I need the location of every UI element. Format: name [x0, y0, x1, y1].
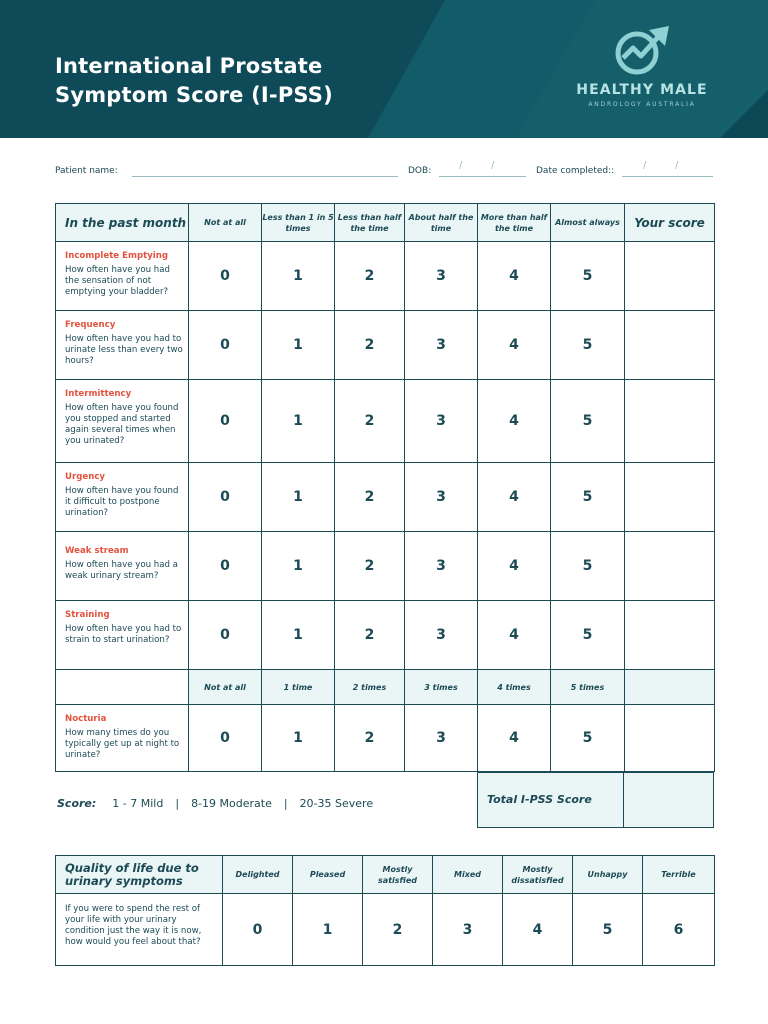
- question-row: [56, 242, 715, 311]
- total-score-label: Total I-PSS Score: [478, 773, 624, 828]
- question-text: How many times do you typically get up at night to urinate?: [65, 728, 180, 760]
- score-option[interactable]: 2: [335, 242, 405, 311]
- dob-label: DOB:: [408, 166, 432, 176]
- dob-separator: /: [491, 160, 495, 171]
- score-option[interactable]: 4: [478, 380, 551, 463]
- question-cell: [56, 705, 189, 772]
- ipss-table: [55, 203, 715, 772]
- total-score-table: [477, 772, 714, 828]
- score-column-header: Your score: [625, 204, 715, 242]
- score-option[interactable]: 4: [478, 311, 551, 380]
- date-separator: /: [643, 160, 647, 171]
- question-cell: [56, 311, 189, 380]
- question-title: Frequency: [65, 320, 116, 330]
- nocturia-option-header: Not at all: [189, 670, 262, 705]
- score-option[interactable]: 2: [335, 311, 405, 380]
- question-title: Incomplete Emptying: [65, 251, 169, 261]
- your-score-field[interactable]: [625, 380, 715, 463]
- score-option[interactable]: 0: [189, 380, 262, 463]
- score-option[interactable]: 1: [262, 380, 335, 463]
- qol-score-option[interactable]: 1: [293, 894, 363, 966]
- question-title: Intermittency: [65, 389, 132, 399]
- score-option[interactable]: 3: [405, 463, 478, 532]
- nocturia-option-header: 1 time: [262, 670, 335, 705]
- option-header: Less than half the time: [335, 204, 405, 242]
- question-title: Urgency: [65, 472, 106, 482]
- empty-cell: [625, 670, 715, 705]
- page-header: [0, 0, 768, 138]
- moderate-range: 8-19 Moderate: [191, 797, 272, 810]
- score-option[interactable]: 3: [405, 242, 478, 311]
- score-option[interactable]: 1: [262, 705, 335, 772]
- option-header: Almost always: [551, 204, 625, 242]
- question-text: How often have you had a weak urinary stream?: [65, 560, 178, 581]
- question-row: [56, 311, 715, 380]
- empty-cell: [56, 670, 189, 705]
- score-option[interactable]: 5: [551, 463, 625, 532]
- qol-option-header: Delighted: [223, 856, 293, 894]
- score-option[interactable]: 5: [551, 311, 625, 380]
- score-option[interactable]: 0: [189, 532, 262, 601]
- score-option[interactable]: 2: [335, 532, 405, 601]
- score-option[interactable]: 2: [335, 601, 405, 670]
- score-option[interactable]: 3: [405, 705, 478, 772]
- legend-separator: |: [283, 797, 288, 810]
- patient-name-field[interactable]: [132, 176, 398, 177]
- question-text: How often have you found you stopped and started again several times when you urinated?: [65, 403, 179, 446]
- total-score-field[interactable]: [624, 773, 714, 828]
- nocturia-header-row: [56, 670, 715, 705]
- score-option[interactable]: 5: [551, 380, 625, 463]
- qol-option-header: Mostly dissatisfied: [503, 856, 573, 894]
- date-completed-field[interactable]: [622, 176, 713, 177]
- patient-name-label: Patient name:: [55, 166, 118, 176]
- question-title: Straining: [65, 610, 110, 620]
- score-legend: [57, 797, 373, 810]
- qol-header-row: [56, 856, 715, 894]
- score-option[interactable]: 0: [189, 705, 262, 772]
- score-option[interactable]: 0: [189, 311, 262, 380]
- upward-arrow-circle-icon: [613, 26, 673, 78]
- qol-option-header: Unhappy: [573, 856, 643, 894]
- qol-score-option[interactable]: 2: [363, 894, 433, 966]
- score-option[interactable]: 5: [551, 601, 625, 670]
- qol-option-header: Pleased: [293, 856, 363, 894]
- question-cell: [56, 242, 189, 311]
- score-option[interactable]: 2: [335, 705, 405, 772]
- score-option[interactable]: 3: [405, 311, 478, 380]
- question-cell: [56, 532, 189, 601]
- your-score-field[interactable]: [625, 463, 715, 532]
- question-row: [56, 463, 715, 532]
- score-option[interactable]: 4: [478, 601, 551, 670]
- score-option[interactable]: 4: [478, 463, 551, 532]
- score-option[interactable]: 1: [262, 242, 335, 311]
- score-option[interactable]: 1: [262, 532, 335, 601]
- your-score-field[interactable]: [625, 242, 715, 311]
- your-score-field[interactable]: [625, 532, 715, 601]
- your-score-field[interactable]: [625, 601, 715, 670]
- option-header: Less than 1 in 5 times: [262, 204, 335, 242]
- brand-name: HEALTHY MALE: [576, 82, 708, 98]
- question-title: Weak stream: [65, 546, 129, 556]
- option-header: Not at all: [189, 204, 262, 242]
- score-option[interactable]: 0: [189, 601, 262, 670]
- qol-question-row: [56, 894, 715, 966]
- dob-separator: /: [459, 160, 463, 171]
- qol-question-text: If you were to spend the rest of your life with your urinary condition just the way it is now, how would you feel about that?: [56, 894, 223, 966]
- nocturia-option-header: 3 times: [405, 670, 478, 705]
- severe-range: 20-35 Severe: [299, 797, 374, 810]
- qol-score-option[interactable]: 5: [573, 894, 643, 966]
- score-option[interactable]: 5: [551, 705, 625, 772]
- mild-range: 1 - 7 Mild: [112, 797, 164, 810]
- score-option[interactable]: 1: [262, 311, 335, 380]
- score-option[interactable]: 0: [189, 242, 262, 311]
- qol-header: Quality of life due to urinary symptoms: [56, 856, 223, 894]
- qol-option-header: Terrible: [643, 856, 715, 894]
- question-cell: [56, 463, 189, 532]
- date-separator: /: [675, 160, 679, 171]
- question-row: [56, 601, 715, 670]
- score-option[interactable]: 3: [405, 380, 478, 463]
- question-cell: [56, 601, 189, 670]
- qol-score-option[interactable]: 3: [433, 894, 503, 966]
- score-option[interactable]: 5: [551, 532, 625, 601]
- option-header: About half the time: [405, 204, 478, 242]
- question-text: How often have you found it difficult to postpone urination?: [65, 486, 179, 518]
- qol-score-option[interactable]: 0: [223, 894, 293, 966]
- question-text: How often have you had to strain to start urination?: [65, 624, 182, 645]
- question-row: [56, 532, 715, 601]
- question-row: [56, 380, 715, 463]
- score-option[interactable]: 1: [262, 601, 335, 670]
- legend-separator: |: [175, 797, 180, 810]
- question-column-header: In the past month: [56, 204, 189, 242]
- score-option[interactable]: 4: [478, 532, 551, 601]
- your-score-field[interactable]: [625, 311, 715, 380]
- qol-score-option[interactable]: 4: [503, 894, 573, 966]
- question-text: How often have you had to urinate less than every two hours?: [65, 334, 183, 366]
- score-option[interactable]: 4: [478, 705, 551, 772]
- qol-option-header: Mostly satisfied: [363, 856, 433, 894]
- table-header-row: [56, 204, 715, 242]
- question-row: [56, 705, 715, 772]
- score-option[interactable]: 5: [551, 242, 625, 311]
- score-legend-label: Score:: [57, 797, 97, 810]
- score-option[interactable]: 2: [335, 463, 405, 532]
- score-option[interactable]: 3: [405, 532, 478, 601]
- score-option[interactable]: 1: [262, 463, 335, 532]
- question-title: Nocturia: [65, 714, 107, 724]
- qol-option-header: Mixed: [433, 856, 503, 894]
- date-completed-label: Date completed::: [536, 166, 615, 176]
- nocturia-option-header: 2 times: [335, 670, 405, 705]
- page-title: International Prostate Symptom Score (I-PSS): [55, 54, 333, 107]
- total-score-box: [477, 772, 713, 828]
- quality-of-life-table: [55, 855, 715, 966]
- nocturia-option-header: 5 times: [551, 670, 625, 705]
- brand-subtitle: ANDROLOGY AUSTRALIA: [588, 101, 696, 108]
- score-option[interactable]: 2: [335, 380, 405, 463]
- question-text: How often have you had the sensation of not emptying your bladder?: [65, 265, 170, 297]
- your-score-field[interactable]: [625, 705, 715, 772]
- nocturia-option-header: 4 times: [478, 670, 551, 705]
- score-option[interactable]: 0: [189, 463, 262, 532]
- qol-score-option[interactable]: 6: [643, 894, 715, 966]
- dob-field[interactable]: [439, 176, 526, 177]
- question-cell: [56, 380, 189, 463]
- option-header: More than half the time: [478, 204, 551, 242]
- score-option[interactable]: 4: [478, 242, 551, 311]
- score-option[interactable]: 3: [405, 601, 478, 670]
